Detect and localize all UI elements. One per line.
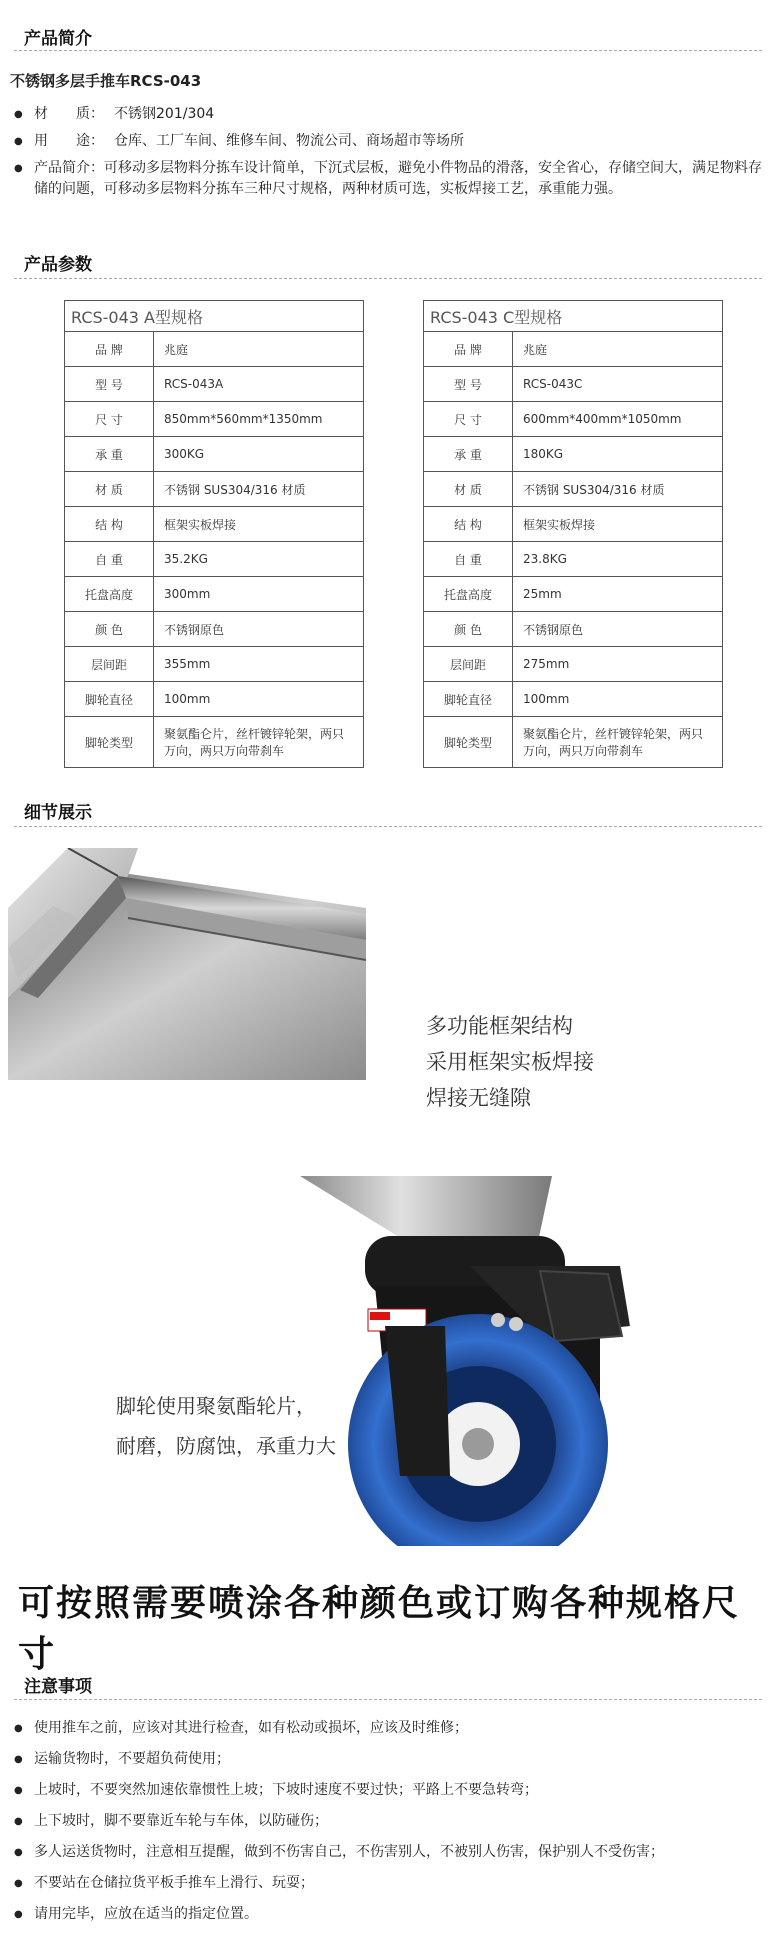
spec-key: 材 质 bbox=[65, 472, 154, 507]
spec-value: 25mm bbox=[513, 577, 723, 612]
intro-label: 用 途： bbox=[34, 133, 104, 149]
note-item: ● 上坡时，不要突然加速依靠惯性上坡；下坡时速度不要过快；平路上不要急转弯； bbox=[10, 1775, 770, 1806]
intro-text: 仓库、工厂车间、维修车间、物流公司、商场超市等场所 bbox=[114, 133, 464, 149]
product-name: 不锈钢多层手推车RCS-043 bbox=[10, 72, 202, 90]
caster-wheel-photo bbox=[290, 1176, 760, 1546]
spec-value: 兆庭 bbox=[513, 332, 723, 367]
wheel-caption-line: 耐磨，防腐蚀，承重力大 bbox=[116, 1434, 336, 1458]
wheel-caption-line: 脚轮使用聚氨酯轮片， bbox=[116, 1394, 316, 1418]
frame-caption bbox=[426, 1008, 594, 1116]
spec-value: 23.8KG bbox=[513, 542, 723, 577]
spec-value: 不锈钢原色 bbox=[513, 612, 723, 647]
spec-value: 不锈钢 SUS304/316 材质 bbox=[513, 472, 723, 507]
spec-value: 275mm bbox=[513, 647, 723, 682]
section-title-intro: 产品简介 bbox=[24, 29, 92, 49]
section-divider bbox=[14, 278, 762, 279]
spec-key: 托盘高度 bbox=[424, 577, 513, 612]
section-title-notes: 注意事项 bbox=[24, 1677, 92, 1697]
frame-caption-line: 焊接无缝隙 bbox=[426, 1086, 531, 1110]
spec-value: 聚氨酯仑片，丝杆镀锌轮架，两只万向，两只万向带刹车 bbox=[513, 717, 723, 768]
spec-key: 层间距 bbox=[424, 647, 513, 682]
spec-value: 300KG bbox=[154, 437, 364, 472]
spec-value: 600mm*400mm*1050mm bbox=[513, 402, 723, 437]
intro-item-material bbox=[10, 104, 770, 125]
spec-key: 颜 色 bbox=[65, 612, 154, 647]
spec-key: 自 重 bbox=[65, 542, 154, 577]
spec-key: 承 重 bbox=[424, 437, 513, 472]
frame-caption-line: 采用框架实板焊接 bbox=[426, 1050, 594, 1074]
notes-list bbox=[10, 1713, 770, 1930]
note-item: ● 使用推车之前，应该对其进行检查，如有松动或损坏，应该及时维修； bbox=[10, 1713, 770, 1744]
spec-key: 结 构 bbox=[65, 507, 154, 542]
frame-caption-line: 多功能框架结构 bbox=[426, 1014, 573, 1038]
intro-list bbox=[10, 104, 770, 206]
spec-key: 颜 色 bbox=[424, 612, 513, 647]
spec-key: 尺 寸 bbox=[424, 402, 513, 437]
spec-table-title: RCS-043 C型规格 bbox=[424, 301, 723, 332]
wheel-caption bbox=[116, 1386, 336, 1466]
intro-text: 可移动多层物料分拣车设计简单，下沉式层板，避免小件物品的滑落，安全省心，存储空间大，满足物料存储的问题，可移动多层物料分拣车三种尺寸规格，两种材质可选，实板焊接工艺，承重能力强。 bbox=[34, 160, 762, 197]
spec-value: 100mm bbox=[513, 682, 723, 717]
section-title-params: 产品参数 bbox=[24, 255, 92, 275]
spec-value: 35.2KG bbox=[154, 542, 364, 577]
spec-table-a bbox=[64, 300, 364, 768]
section-title-detail: 细节展示 bbox=[24, 803, 92, 823]
spec-key: 托盘高度 bbox=[65, 577, 154, 612]
spec-value: 300mm bbox=[154, 577, 364, 612]
spec-value: 180KG bbox=[513, 437, 723, 472]
spec-key: 脚轮类型 bbox=[424, 717, 513, 768]
spec-key: 尺 寸 bbox=[65, 402, 154, 437]
note-item: ● 不要站在仓储拉货平板手推车上滑行、玩耍； bbox=[10, 1868, 770, 1899]
spec-value: 不锈钢 SUS304/316 材质 bbox=[154, 472, 364, 507]
spec-table-c bbox=[423, 300, 723, 768]
spec-key: 品 牌 bbox=[65, 332, 154, 367]
spec-key: 脚轮类型 bbox=[65, 717, 154, 768]
spec-table-title: RCS-043 A型规格 bbox=[65, 301, 364, 332]
spec-value: RCS-043A bbox=[154, 367, 364, 402]
note-item: ● 请用完毕，应放在适当的指定位置。 bbox=[10, 1899, 770, 1930]
spec-key: 脚轮直径 bbox=[65, 682, 154, 717]
intro-item-summary bbox=[10, 158, 770, 200]
note-item: ● 多人运送货物时，注意相互提醒，做到不伤害自己，不伤害别人，不被别人伤害，保护别人不受伤害； bbox=[10, 1837, 770, 1868]
spec-value: 兆庭 bbox=[154, 332, 364, 367]
spec-key: 层间距 bbox=[65, 647, 154, 682]
spec-value: 100mm bbox=[154, 682, 364, 717]
intro-text: 不锈钢201/304 bbox=[114, 106, 215, 122]
spec-key: 结 构 bbox=[424, 507, 513, 542]
spec-key: 脚轮直径 bbox=[424, 682, 513, 717]
custom-slogan: 可按照需要喷涂各种颜色或订购各种规格尺寸 bbox=[18, 1583, 741, 1675]
spec-value: 聚氨酯仑片，丝杆镀锌轮架，两只万向，两只万向带刹车 bbox=[154, 717, 364, 768]
spec-value: 355mm bbox=[154, 647, 364, 682]
spec-value: 不锈钢原色 bbox=[154, 612, 364, 647]
section-divider bbox=[14, 1699, 762, 1700]
intro-label: 产品简介： bbox=[34, 160, 104, 176]
note-item: ● 运输货物时，不要超负荷使用； bbox=[10, 1744, 770, 1775]
spec-value: RCS-043C bbox=[513, 367, 723, 402]
note-item: ● 上下坡时，脚不要靠近车轮与车体，以防碰伤； bbox=[10, 1806, 770, 1837]
section-divider bbox=[14, 50, 762, 51]
spec-value: 框架实板焊接 bbox=[154, 507, 364, 542]
spec-key: 承 重 bbox=[65, 437, 154, 472]
spec-key: 型 号 bbox=[424, 367, 513, 402]
spec-key: 型 号 bbox=[65, 367, 154, 402]
steel-tray-photo bbox=[8, 848, 366, 1080]
spec-key: 材 质 bbox=[424, 472, 513, 507]
section-divider bbox=[14, 826, 762, 827]
intro-item-usage bbox=[10, 131, 770, 152]
spec-value: 框架实板焊接 bbox=[513, 507, 723, 542]
spec-key: 自 重 bbox=[424, 542, 513, 577]
spec-value: 850mm*560mm*1350mm bbox=[154, 402, 364, 437]
intro-label: 材 质： bbox=[34, 106, 104, 122]
spec-key: 品 牌 bbox=[424, 332, 513, 367]
